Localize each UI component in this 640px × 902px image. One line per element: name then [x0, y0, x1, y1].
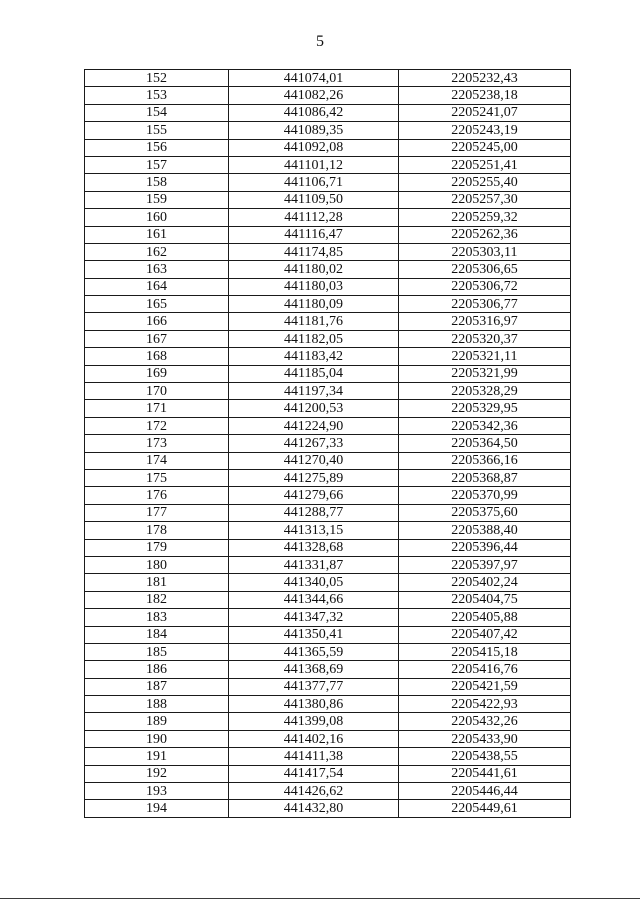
y-coordinate-cell: 2205259,32 [399, 209, 571, 226]
y-coordinate-cell: 2205303,11 [399, 243, 571, 260]
y-coordinate-cell: 2205243,19 [399, 122, 571, 139]
y-coordinate-cell: 2205441,61 [399, 765, 571, 782]
x-coordinate-cell: 441180,02 [229, 261, 399, 278]
x-coordinate-cell: 441082,26 [229, 87, 399, 104]
x-coordinate-cell: 441180,03 [229, 278, 399, 295]
point-number-cell: 187 [85, 678, 229, 695]
point-number-cell: 159 [85, 191, 229, 208]
point-number-cell: 157 [85, 156, 229, 173]
x-coordinate-cell: 441411,38 [229, 748, 399, 765]
point-number-cell: 192 [85, 765, 229, 782]
x-coordinate-cell: 441377,77 [229, 678, 399, 695]
point-number-cell: 194 [85, 800, 229, 817]
y-coordinate-cell: 2205321,99 [399, 365, 571, 382]
x-coordinate-cell: 441279,66 [229, 487, 399, 504]
table-row [85, 191, 571, 208]
x-coordinate-cell: 441270,40 [229, 452, 399, 469]
point-number-cell: 188 [85, 696, 229, 713]
x-coordinate-cell: 441182,05 [229, 330, 399, 347]
y-coordinate-cell: 2205433,90 [399, 730, 571, 747]
point-number-cell: 163 [85, 261, 229, 278]
point-number-cell: 178 [85, 522, 229, 539]
point-number-cell: 189 [85, 713, 229, 730]
y-coordinate-cell: 2205366,16 [399, 452, 571, 469]
x-coordinate-cell: 441181,76 [229, 313, 399, 330]
x-coordinate-cell: 441350,41 [229, 626, 399, 643]
x-coordinate-cell: 441267,33 [229, 435, 399, 452]
point-number-cell: 183 [85, 609, 229, 626]
y-coordinate-cell: 2205364,50 [399, 435, 571, 452]
table-row [85, 556, 571, 573]
point-number-cell: 161 [85, 226, 229, 243]
point-number-cell: 180 [85, 556, 229, 573]
table-row [85, 122, 571, 139]
table-row [85, 713, 571, 730]
point-number-cell: 172 [85, 417, 229, 434]
table-row [85, 661, 571, 678]
y-coordinate-cell: 2205262,36 [399, 226, 571, 243]
x-coordinate-cell: 441417,54 [229, 765, 399, 782]
y-coordinate-cell: 2205306,65 [399, 261, 571, 278]
table-row [85, 209, 571, 226]
point-number-cell: 153 [85, 87, 229, 104]
table-row [85, 330, 571, 347]
x-coordinate-cell: 441185,04 [229, 365, 399, 382]
x-coordinate-cell: 441109,50 [229, 191, 399, 208]
point-number-cell: 176 [85, 487, 229, 504]
point-number-cell: 190 [85, 730, 229, 747]
table-row [85, 139, 571, 156]
table-row [85, 574, 571, 591]
x-coordinate-cell: 441197,34 [229, 383, 399, 400]
table-row [85, 417, 571, 434]
x-coordinate-cell: 441074,01 [229, 70, 399, 87]
y-coordinate-cell: 2205232,43 [399, 70, 571, 87]
x-coordinate-cell: 441368,69 [229, 661, 399, 678]
point-number-cell: 174 [85, 452, 229, 469]
x-coordinate-cell: 441092,08 [229, 139, 399, 156]
table-row [85, 469, 571, 486]
x-coordinate-cell: 441089,35 [229, 122, 399, 139]
point-number-cell: 184 [85, 626, 229, 643]
x-coordinate-cell: 441402,16 [229, 730, 399, 747]
x-coordinate-cell: 441347,32 [229, 609, 399, 626]
x-coordinate-cell: 441180,09 [229, 296, 399, 313]
y-coordinate-cell: 2205449,61 [399, 800, 571, 817]
table-row [85, 348, 571, 365]
y-coordinate-cell: 2205368,87 [399, 469, 571, 486]
y-coordinate-cell: 2205255,40 [399, 174, 571, 191]
y-coordinate-cell: 2205388,40 [399, 522, 571, 539]
x-coordinate-cell: 441399,08 [229, 713, 399, 730]
y-coordinate-cell: 2205320,37 [399, 330, 571, 347]
y-coordinate-cell: 2205396,44 [399, 539, 571, 556]
point-number-cell: 165 [85, 296, 229, 313]
table-row [85, 400, 571, 417]
x-coordinate-cell: 441116,47 [229, 226, 399, 243]
point-number-cell: 158 [85, 174, 229, 191]
x-coordinate-cell: 441331,87 [229, 556, 399, 573]
table-row [85, 226, 571, 243]
table-row [85, 313, 571, 330]
point-number-cell: 181 [85, 574, 229, 591]
table-row [85, 261, 571, 278]
page-bottom-edge [0, 898, 640, 899]
y-coordinate-cell: 2205415,18 [399, 643, 571, 660]
y-coordinate-cell: 2205446,44 [399, 783, 571, 800]
table-row [85, 365, 571, 382]
point-number-cell: 168 [85, 348, 229, 365]
table-row [85, 87, 571, 104]
y-coordinate-cell: 2205241,07 [399, 104, 571, 121]
y-coordinate-cell: 2205370,99 [399, 487, 571, 504]
point-number-cell: 193 [85, 783, 229, 800]
x-coordinate-cell: 441106,71 [229, 174, 399, 191]
x-coordinate-cell: 441275,89 [229, 469, 399, 486]
point-number-cell: 166 [85, 313, 229, 330]
y-coordinate-cell: 2205422,93 [399, 696, 571, 713]
x-coordinate-cell: 441313,15 [229, 522, 399, 539]
point-number-cell: 160 [85, 209, 229, 226]
table-row [85, 678, 571, 695]
table-row [85, 487, 571, 504]
y-coordinate-cell: 2205245,00 [399, 139, 571, 156]
x-coordinate-cell: 441426,62 [229, 783, 399, 800]
table-row [85, 278, 571, 295]
table-row [85, 243, 571, 260]
x-coordinate-cell: 441340,05 [229, 574, 399, 591]
table-row [85, 539, 571, 556]
table-row [85, 504, 571, 521]
table-row [85, 748, 571, 765]
coordinates-table [84, 69, 571, 818]
table-row [85, 591, 571, 608]
y-coordinate-cell: 2205438,55 [399, 748, 571, 765]
x-coordinate-cell: 441174,85 [229, 243, 399, 260]
point-number-cell: 152 [85, 70, 229, 87]
table-row [85, 383, 571, 400]
point-number-cell: 156 [85, 139, 229, 156]
y-coordinate-cell: 2205375,60 [399, 504, 571, 521]
x-coordinate-cell: 441101,12 [229, 156, 399, 173]
y-coordinate-cell: 2205404,75 [399, 591, 571, 608]
point-number-cell: 185 [85, 643, 229, 660]
table-row [85, 643, 571, 660]
x-coordinate-cell: 441288,77 [229, 504, 399, 521]
table-row [85, 70, 571, 87]
x-coordinate-cell: 441200,53 [229, 400, 399, 417]
y-coordinate-cell: 2205257,30 [399, 191, 571, 208]
y-coordinate-cell: 2205321,11 [399, 348, 571, 365]
point-number-cell: 182 [85, 591, 229, 608]
table-row [85, 522, 571, 539]
point-number-cell: 169 [85, 365, 229, 382]
x-coordinate-cell: 441365,59 [229, 643, 399, 660]
table-row [85, 156, 571, 173]
point-number-cell: 155 [85, 122, 229, 139]
point-number-cell: 162 [85, 243, 229, 260]
x-coordinate-cell: 441086,42 [229, 104, 399, 121]
table-row [85, 435, 571, 452]
x-coordinate-cell: 441328,68 [229, 539, 399, 556]
y-coordinate-cell: 2205402,24 [399, 574, 571, 591]
point-number-cell: 167 [85, 330, 229, 347]
table-row [85, 626, 571, 643]
x-coordinate-cell: 441432,80 [229, 800, 399, 817]
y-coordinate-cell: 2205421,59 [399, 678, 571, 695]
x-coordinate-cell: 441344,66 [229, 591, 399, 608]
point-number-cell: 179 [85, 539, 229, 556]
x-coordinate-cell: 441224,90 [229, 417, 399, 434]
point-number-cell: 173 [85, 435, 229, 452]
x-coordinate-cell: 441380,86 [229, 696, 399, 713]
table-row [85, 783, 571, 800]
table-row [85, 174, 571, 191]
page-number: 5 [316, 33, 324, 50]
table-row [85, 452, 571, 469]
y-coordinate-cell: 2205416,76 [399, 661, 571, 678]
y-coordinate-cell: 2205306,77 [399, 296, 571, 313]
y-coordinate-cell: 2205397,97 [399, 556, 571, 573]
table-row [85, 104, 571, 121]
point-number-cell: 164 [85, 278, 229, 295]
y-coordinate-cell: 2205328,29 [399, 383, 571, 400]
y-coordinate-cell: 2205432,26 [399, 713, 571, 730]
coordinates-table-body [85, 70, 571, 818]
y-coordinate-cell: 2205342,36 [399, 417, 571, 434]
y-coordinate-cell: 2205238,18 [399, 87, 571, 104]
table-row [85, 765, 571, 782]
y-coordinate-cell: 2205306,72 [399, 278, 571, 295]
table-row [85, 730, 571, 747]
y-coordinate-cell: 2205316,97 [399, 313, 571, 330]
point-number-cell: 177 [85, 504, 229, 521]
y-coordinate-cell: 2205251,41 [399, 156, 571, 173]
y-coordinate-cell: 2205407,42 [399, 626, 571, 643]
point-number-cell: 175 [85, 469, 229, 486]
y-coordinate-cell: 2205329,95 [399, 400, 571, 417]
y-coordinate-cell: 2205405,88 [399, 609, 571, 626]
table-row [85, 609, 571, 626]
table-row [85, 800, 571, 817]
table-row [85, 296, 571, 313]
point-number-cell: 191 [85, 748, 229, 765]
point-number-cell: 154 [85, 104, 229, 121]
table-row [85, 696, 571, 713]
point-number-cell: 171 [85, 400, 229, 417]
x-coordinate-cell: 441112,28 [229, 209, 399, 226]
x-coordinate-cell: 441183,42 [229, 348, 399, 365]
point-number-cell: 186 [85, 661, 229, 678]
point-number-cell: 170 [85, 383, 229, 400]
